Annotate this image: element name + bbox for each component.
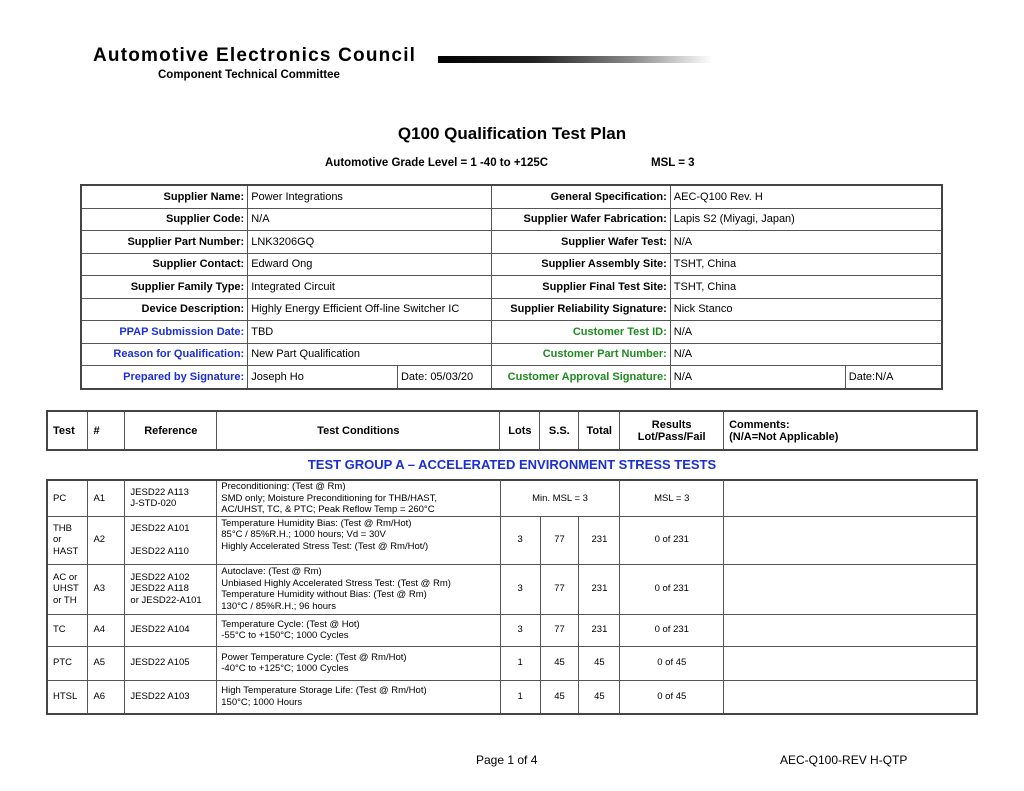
condition-line: 130°C / 85%R.H.; 96 hours bbox=[221, 600, 336, 612]
header-gradient-bar bbox=[438, 56, 713, 63]
test-total: 231 bbox=[579, 516, 620, 564]
col-test: Test bbox=[47, 411, 88, 450]
test-result: 0 of 231 bbox=[620, 614, 724, 646]
test-conditions bbox=[217, 480, 500, 516]
info-value: Lapis S2 (Miyagi, Japan) bbox=[670, 208, 942, 231]
test-total: 231 bbox=[579, 564, 620, 614]
test-code-line: AC or bbox=[53, 571, 78, 583]
info-row bbox=[81, 208, 942, 231]
condition-line: -40°C to +125°C; 1000 Cycles bbox=[221, 663, 349, 674]
info-value: TSHT, China bbox=[670, 253, 942, 276]
condition-line: Temperature Cycle: (Test @ Hot) bbox=[221, 618, 360, 630]
test-group-a-table bbox=[46, 479, 978, 715]
info-value: TSHT, China bbox=[670, 276, 942, 299]
test-comment bbox=[724, 516, 977, 564]
test-sample-size: 77 bbox=[540, 516, 579, 564]
table-row bbox=[47, 564, 977, 614]
customer-approval-date: Date:N/A bbox=[845, 366, 942, 389]
info-value: AEC-Q100 Rev. H bbox=[670, 185, 942, 208]
table-row bbox=[47, 480, 977, 516]
info-label: Supplier Code: bbox=[81, 208, 248, 231]
reference-line: JESD22 A102 bbox=[130, 571, 190, 583]
info-label: Supplier Reliability Signature: bbox=[491, 298, 670, 321]
col-sample-size: S.S. bbox=[540, 411, 579, 450]
test-result: 0 of 45 bbox=[620, 646, 724, 680]
test-lots: 3 bbox=[500, 516, 540, 564]
condition-line: High Temperature Storage Life: (Test @ Rm/Hot) bbox=[221, 685, 427, 697]
test-column-header bbox=[46, 410, 978, 451]
prepared-by-label: Prepared by Signature: bbox=[81, 366, 248, 389]
info-label: Supplier Assembly Site: bbox=[491, 253, 670, 276]
prepared-date: Date: 05/03/20 bbox=[397, 366, 491, 389]
msl-level: MSL = 3 bbox=[651, 157, 695, 169]
test-code-line: THB bbox=[53, 522, 72, 534]
condition-line: SMD only; Moisture Preconditioning for THB/HAST, bbox=[221, 492, 438, 504]
test-code bbox=[47, 564, 88, 614]
organization-name: Automotive Electronics Council bbox=[93, 45, 417, 66]
test-conditions bbox=[217, 614, 500, 646]
customer-approval-value: N/A bbox=[670, 366, 845, 389]
col-conditions: Test Conditions bbox=[217, 411, 500, 450]
reference-line: or JESD22-A101 bbox=[130, 594, 202, 606]
test-code: TC bbox=[47, 614, 88, 646]
test-conditions bbox=[217, 516, 500, 564]
info-value: Integrated Circuit bbox=[248, 276, 492, 299]
info-label: Customer Part Number: bbox=[491, 343, 670, 366]
info-label: Supplier Final Test Site: bbox=[491, 276, 670, 299]
test-result: 0 of 231 bbox=[620, 564, 724, 614]
reference-line: JESD22 A118 bbox=[130, 583, 189, 595]
condition-line: 85°C / 85%R.H.; 1000 hours; Vd = 30V bbox=[221, 529, 386, 540]
condition-line: Preconditioning: (Test @ Rm) bbox=[221, 481, 346, 492]
info-row-signatures bbox=[81, 366, 942, 389]
info-row bbox=[81, 276, 942, 299]
table-row bbox=[47, 516, 977, 564]
test-lots: 3 bbox=[500, 614, 540, 646]
col-total: Total bbox=[579, 411, 620, 450]
test-lots: 3 bbox=[500, 564, 540, 614]
info-label: General Specification: bbox=[491, 185, 670, 208]
col-reference: Reference bbox=[125, 411, 217, 450]
info-label: Device Description: bbox=[81, 298, 248, 321]
info-label: Supplier Part Number: bbox=[81, 231, 248, 254]
table-row bbox=[47, 646, 977, 680]
info-row bbox=[81, 343, 942, 366]
test-comment bbox=[724, 564, 977, 614]
test-result: 0 of 45 bbox=[620, 680, 724, 714]
test-result: 0 of 231 bbox=[620, 516, 724, 564]
condition-line: Power Temperature Cycle: (Test @ Rm/Hot) bbox=[221, 651, 407, 663]
reference-line: JESD22 A113 bbox=[130, 486, 189, 498]
col-lots: Lots bbox=[500, 411, 540, 450]
test-code: HTSL bbox=[47, 680, 88, 714]
info-label: Supplier Name: bbox=[81, 185, 248, 208]
reference-line: J-STD-020 bbox=[130, 498, 177, 510]
info-row bbox=[81, 185, 942, 208]
test-total: 231 bbox=[579, 614, 620, 646]
page-number: Page 1 of 4 bbox=[476, 753, 538, 767]
reference-line: JESD22 A101 bbox=[130, 523, 190, 534]
col-results-line1: Results bbox=[651, 418, 692, 431]
document-code: AEC-Q100-REV H-QTP bbox=[780, 753, 908, 767]
test-conditions bbox=[217, 564, 500, 614]
info-value: Edward Ong bbox=[248, 253, 492, 276]
info-label: PPAP Submission Date: bbox=[81, 321, 248, 344]
test-reference bbox=[125, 480, 217, 516]
test-sample-size: 45 bbox=[540, 646, 579, 680]
info-value: Nick Stanco bbox=[670, 298, 942, 321]
condition-line: -55°C to +150°C; 1000 Cycles bbox=[221, 630, 349, 641]
supplier-info-table bbox=[80, 184, 943, 390]
table-row bbox=[47, 614, 977, 646]
info-row bbox=[81, 298, 942, 321]
info-label: Supplier Wafer Fabrication: bbox=[491, 208, 670, 231]
test-sample-size: 45 bbox=[540, 680, 579, 714]
customer-approval-label: Customer Approval Signature: bbox=[491, 366, 670, 389]
test-number: A5 bbox=[88, 646, 125, 680]
col-results-line2: Lot/Pass/Fail bbox=[637, 430, 706, 443]
test-code: PC bbox=[47, 480, 88, 516]
info-label: Customer Test ID: bbox=[491, 321, 670, 344]
test-total: 45 bbox=[579, 680, 620, 714]
info-label: Reason for Qualification: bbox=[81, 343, 248, 366]
committee-name: Component Technical Committee bbox=[158, 69, 340, 81]
test-code-line: HAST bbox=[53, 545, 79, 557]
test-lots: 1 bbox=[500, 646, 540, 680]
test-result: MSL = 3 bbox=[620, 480, 724, 516]
test-number: A3 bbox=[88, 564, 125, 614]
info-label: Supplier Wafer Test: bbox=[491, 231, 670, 254]
test-comment bbox=[724, 646, 977, 680]
col-number: # bbox=[88, 411, 125, 450]
test-lots: 1 bbox=[500, 680, 540, 714]
test-sample-size: 77 bbox=[540, 564, 579, 614]
info-value: N/A bbox=[670, 343, 942, 366]
condition-line: AC/UHST, TC, & PTC; Peak Reflow Temp = 260°C bbox=[221, 504, 435, 515]
test-number: A2 bbox=[88, 516, 125, 564]
info-row bbox=[81, 231, 942, 254]
test-number: A1 bbox=[88, 480, 125, 516]
test-group-title: TEST GROUP A – ACCELERATED ENVIRONMENT STRESS TESTS bbox=[307, 457, 717, 472]
test-comment bbox=[724, 614, 977, 646]
grade-level: Automotive Grade Level = 1 -40 to +125C bbox=[325, 157, 549, 169]
info-value: N/A bbox=[670, 321, 942, 344]
test-code: PTC bbox=[47, 646, 88, 680]
test-number: A6 bbox=[88, 680, 125, 714]
condition-line: Autoclave: (Test @ Rm) bbox=[221, 566, 322, 577]
condition-line: Highly Accelerated Stress Test: (Test @ Rm/Hot/) bbox=[221, 540, 429, 552]
condition-line: 150°C; 1000 Hours bbox=[221, 696, 303, 708]
info-value: LNK3206GQ bbox=[248, 231, 492, 254]
test-reference bbox=[125, 564, 217, 614]
info-value: TBD bbox=[248, 321, 492, 344]
info-row bbox=[81, 253, 942, 276]
info-row bbox=[81, 321, 942, 344]
test-comment bbox=[724, 480, 977, 516]
min-msl: Min. MSL = 3 bbox=[500, 480, 620, 516]
test-reference: JESD22 A105 bbox=[125, 646, 217, 680]
test-reference: JESD22 A103 bbox=[125, 680, 217, 714]
col-results bbox=[620, 411, 724, 450]
prepared-by-value: Joseph Ho bbox=[248, 366, 398, 389]
condition-line: Unbiased Highly Accelerated Stress Test: (Test @ Rm) bbox=[221, 577, 451, 589]
info-value: N/A bbox=[248, 208, 492, 231]
table-row bbox=[47, 680, 977, 714]
document-title: Q100 Qualification Test Plan bbox=[397, 124, 627, 143]
test-code bbox=[47, 516, 88, 564]
test-conditions bbox=[217, 680, 500, 714]
test-reference: JESD22 A104 bbox=[125, 614, 217, 646]
col-comments bbox=[724, 411, 977, 450]
test-code-line: or TH bbox=[53, 594, 77, 606]
condition-line: Temperature Humidity Bias: (Test @ Rm/Hot) bbox=[221, 517, 412, 529]
test-total: 45 bbox=[579, 646, 620, 680]
col-comments-line2: (N/A=Not Applicable) bbox=[729, 430, 839, 443]
test-reference bbox=[125, 516, 217, 564]
header-row bbox=[47, 411, 977, 450]
test-sample-size: 77 bbox=[540, 614, 579, 646]
col-comments-line1: Comments: bbox=[729, 418, 790, 431]
info-value: New Part Qualification bbox=[248, 343, 492, 366]
info-value: Power Integrations bbox=[248, 185, 492, 208]
reference-line: JESD22 A110 bbox=[130, 545, 189, 557]
test-code-line: or bbox=[53, 534, 62, 546]
test-number: A4 bbox=[88, 614, 125, 646]
info-label: Supplier Contact: bbox=[81, 253, 248, 276]
info-value: N/A bbox=[670, 231, 942, 254]
info-value: Highly Energy Efficient Off-line Switcher IC bbox=[248, 298, 492, 321]
test-conditions bbox=[217, 646, 500, 680]
info-label: Supplier Family Type: bbox=[81, 276, 248, 299]
test-comment bbox=[724, 680, 977, 714]
test-code-line: UHST bbox=[53, 583, 79, 595]
condition-line: Temperature Humidity without Bias: (Test @ Rm) bbox=[221, 589, 427, 600]
